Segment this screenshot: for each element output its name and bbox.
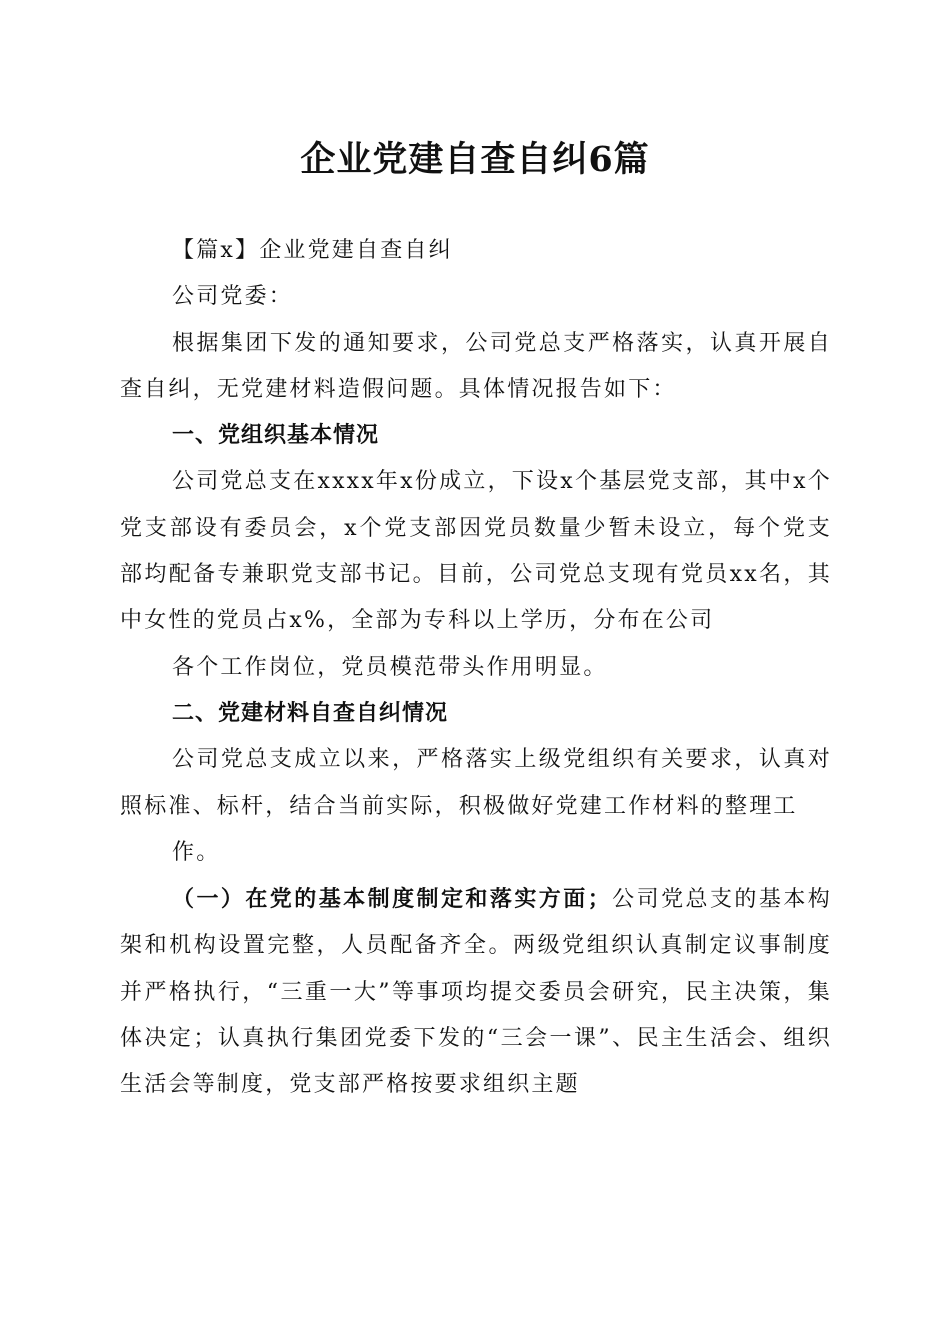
- paragraph: 公司党总支在xxxx年x份成立，下设x个基层党支部，其中x个党支部设有委员会，x个党支部因党员数量少暂未设立，每个党支部均配备专兼职党支部书记。目前，公司党总支现有党员xx名，其中女性的党员占x%，全部为专科以上学历，分布在公司: [120, 469, 832, 634]
- section-heading: 二、党建材料自查自纠情况: [172, 700, 449, 726]
- paragraph: 【篇x】企业党建自查自纠: [172, 238, 453, 263]
- paragraph: 各个工作岗位，党员模范带头作用明显。: [172, 654, 608, 680]
- document-body: [120, 228, 832, 1109]
- paragraph: 根据集团下发的通知要求，公司党总支严格落实，认真开展自查自纠，无党建材料造假问题。具体情况报告如下：: [120, 330, 832, 402]
- document-title: 企业党建自查自纠6篇: [300, 139, 650, 180]
- section-heading: 一、党组织基本情况: [172, 423, 380, 449]
- paragraph: 公司党总支成立以来，严格落实上级党组织有关要求，认真对照标准、标杆，结合当前实际，积极做好党建工作材料的整理工: [120, 747, 832, 819]
- subsection-lead: （一）在党的基本制度制定和落实方面；: [172, 886, 612, 913]
- paragraph: [120, 876, 832, 1108]
- paragraph: 作。: [172, 839, 221, 865]
- paragraph: 公司党委：: [172, 284, 294, 310]
- paragraph-text: 公司党总支的基本构架和机构设置完整，人员配备齐全。两级党组织认真制定议事制度并严格执行，“三重一大”等事项均提交委员会研究，民主决策，集体决定；认真执行集团党委下发的“三会一课”、民主生活会、组织生活会等制度，党支部严格按要求组织主题: [120, 887, 832, 1098]
